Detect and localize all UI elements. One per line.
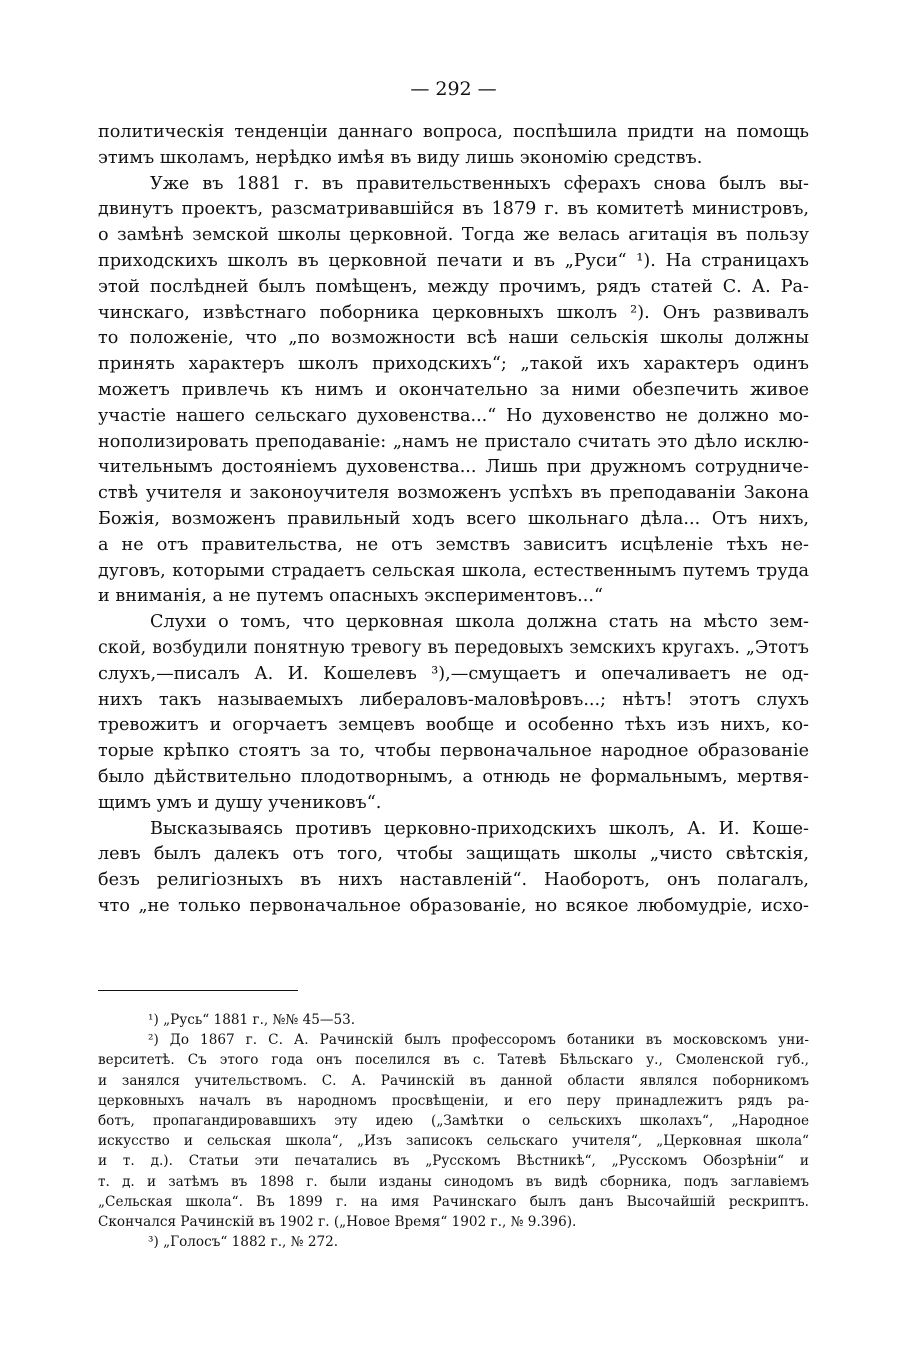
text-line: двинутъ проектъ, разсматривавшійся въ 1879 г. въ комитетѣ министровъ, [98,199,809,220]
text-line: нихъ такъ называемыхъ либераловъ-маловѣровъ...; нѣтъ! этотъ слухъ [98,689,809,710]
text-line: дуговъ, которыми страдаетъ сельская школа, естественнымъ путемъ труда [98,560,809,581]
footnote-divider [98,990,298,991]
text-line: этимъ школамъ, нерѣдко имѣя въ виду лишь экономію средствъ. [98,147,703,168]
footnote-line: верситетѣ. Съ этого года онъ поселился въ с. Татевѣ Бѣльскаго у., Смоленской губ., [98,1052,809,1069]
text-line: ской, возбудили понятную тревогу въ передовыхъ земскихъ кругахъ. „Этотъ [98,637,809,658]
footnote-line: и т. д.). Статьи эти печатались въ „Русскомъ Вѣстникѣ“, „Русскомъ Обозрѣніи“ и [98,1153,809,1170]
text-line: Божія, возможенъ правильный ходъ всего школьнаго дѣла... Отъ нихъ, [98,508,809,529]
text-line: Уже въ 1881 г. въ правительственныхъ сферахъ снова былъ вы- [150,173,809,194]
footnote-line: ¹) „Русь“ 1881 г., №№ 45—53. [148,1012,356,1028]
text-line: нополизировать преподаваніе: „намъ не пристало считать это дѣло исклю- [98,431,809,452]
text-line: можетъ привлечь къ нимъ и окончательно за ними обезпечить живое [98,379,809,400]
text-line: чительнымъ достояніемъ духовенства... Лишь при дружномъ сотрудниче- [98,457,809,478]
text-line: а не отъ правительства, не отъ земствъ зависитъ исцѣленіе тѣхъ не- [98,534,809,555]
text-line: левъ былъ далекъ отъ того, чтобы защищать школы „чисто свѣтскія, [98,844,809,865]
footnotes [98,1010,809,1252]
text-line: политическія тенденціи даннаго вопроса, поспѣшила придти на помощь [98,122,809,142]
footnote-line: и занялся учительствомъ. С. А. Рачинскій въ данной области являлся поборникомъ [98,1072,809,1089]
footnote-line: т. д. и затѣмъ въ 1898 г. были изданы синодомъ въ видѣ сборника, подъ заглавіемъ [98,1173,809,1190]
text-line: принять характеръ школъ приходскихъ“; „такой ихъ характеръ одинъ [98,354,809,375]
text-line: Слухи о томъ, что церковная школа должна стать на мѣсто зем- [150,612,809,633]
text-line: приходскихъ школъ въ церковной печати и въ „Руси“ ¹). На страницахъ [98,250,809,271]
footnote-line: ботъ, пропагандировавшихъ эту идею („Замѣтки о сельскихъ школахъ“, „Народное [98,1112,809,1129]
text-line: было дѣйствительно плодотворнымъ, а отнюдь не формальнымъ, мертвя- [98,766,809,787]
text-line: участіе нашего сельскаго духовенства...“ Но духовенство не должно мо- [98,405,809,426]
text-line: этой послѣдней былъ помѣщенъ, между прочимъ, рядъ статей С. А. Ра- [98,276,809,297]
text-line: щимъ умъ и душу учениковъ“. [98,792,382,813]
text-line: ствѣ учителя и законоучителя возможенъ успѣхъ въ преподаваніи Закона [98,483,809,504]
footnote-line: „Сельская школа“. Въ 1899 г. на имя Рачинскаго былъ данъ Высочайшій рескриптъ. [98,1193,809,1210]
text-line: безъ религіозныхъ въ нихъ наставленій“. Наоборотъ, онъ полагалъ, [98,870,809,891]
page-number: — 292 — [410,78,497,100]
text-line: торые крѣпко стоятъ за то, чтобы первоначальное народное образованіе [98,741,809,762]
footnote-line: искусство и сельская школа“, „Изъ записокъ сельскаго учителя“, „Церковная школа“ [98,1133,809,1150]
footnote-line: церковныхъ началъ въ народномъ просвѣщеніи, и его перу принадлежитъ рядъ ра- [98,1092,809,1109]
text-line: что „не только первоначальное образованіе, но всякое любомудріе, исхо- [98,895,809,916]
text-line: то положеніе, что „по возможности всѣ наши сельскія школы должны [98,328,809,349]
footnote-line: Скончался Рачинскій въ 1902 г. („Новое Время“ 1902 г., № 9.396). [98,1213,577,1230]
text-line: чинскаго, извѣстнаго поборника церковныхъ школъ ²). Онъ развивалъ [98,302,809,323]
footnote-line: ²) До 1867 г. С. А. Рачинскій былъ профессоромъ ботаники въ московскомъ уни- [148,1032,809,1049]
text-line: Высказываясь противъ церковно-приходскихъ школъ, А. И. Коше- [150,818,809,839]
text-line: и вниманія, а не путемъ опасныхъ экспериментовъ...“ [98,586,603,607]
main-text [98,120,809,920]
text-line: о замѣнѣ земской школы церковной. Тогда же велась агитація въ пользу [98,225,809,246]
text-line: тревожитъ и огорчаетъ земцевъ вообще и особенно тѣхъ изъ нихъ, ко- [98,715,809,736]
text-line: слухъ,—писалъ А. И. Кошелевъ ³),—смущаетъ и опечаливаетъ не од- [98,663,809,684]
footnote-line: ³) „Голосъ“ 1882 г., № 272. [148,1234,339,1251]
